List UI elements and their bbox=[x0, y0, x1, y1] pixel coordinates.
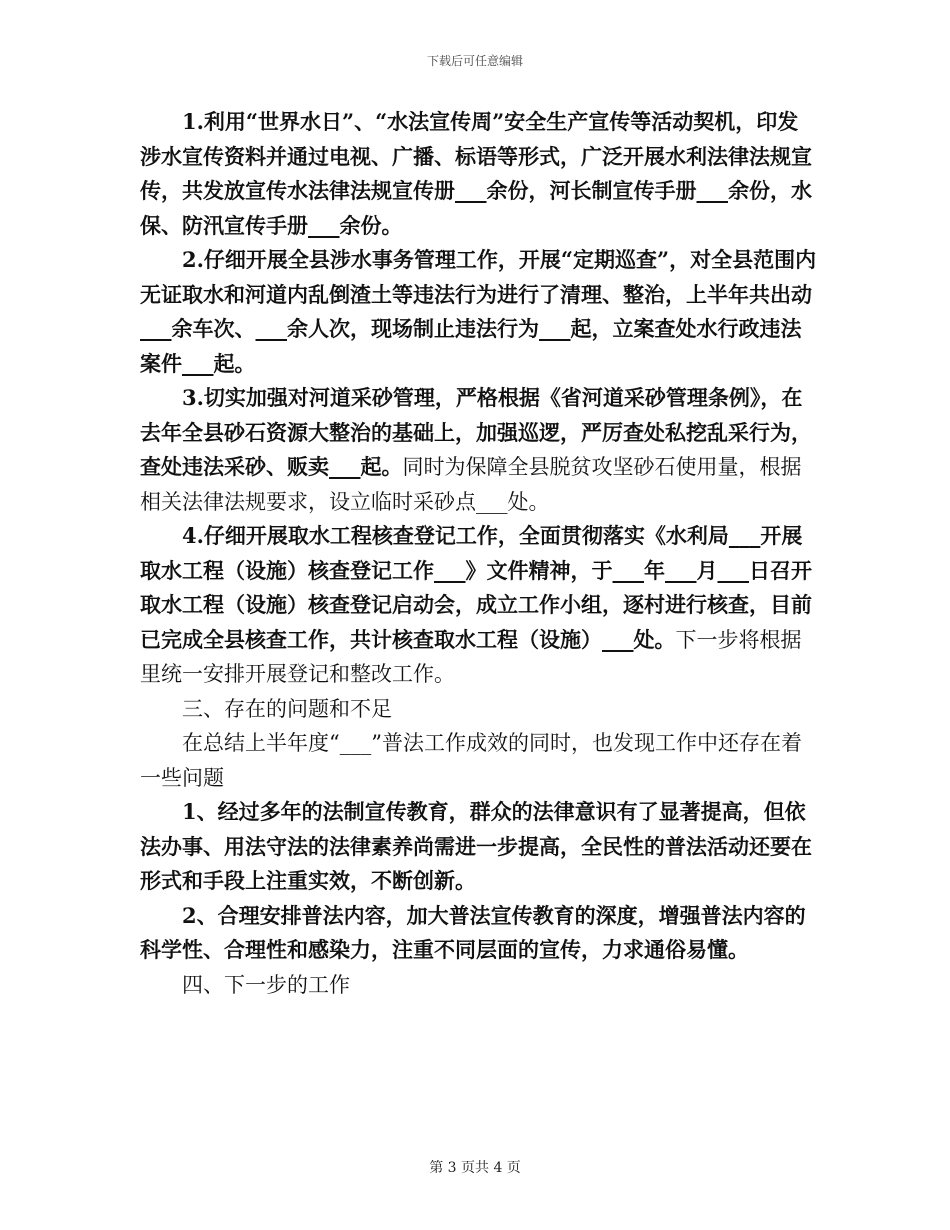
document-body bbox=[140, 105, 818, 1002]
page-footer: 第 3 页共 4 页 bbox=[429, 1160, 521, 1176]
paragraph-river-sand-mining-normal: 同时为保障全县脱贫攻坚砂石使用量，根据相关法律法规要求，设立临时采砂点___处。 bbox=[140, 455, 802, 514]
paragraph-water-intake-inspection-normal: 下一步将根据里统一安排开展登记和整改工作。 bbox=[140, 627, 802, 686]
paragraph-water-intake-inspection bbox=[140, 519, 818, 692]
paragraph-water-intake-inspection-bold: 4.仔细开展取水工程核查登记工作，全面贯彻落实《水利局___开展取水工程（设施）核查登记工作___》文件精神，于___年___月___日召开取水工程（设施）核查登记启动会，成立工作小组，逐村进行核查，目前已完成全县核查工作，共计核查取水工程（设施）___处。 bbox=[140, 523, 812, 652]
paragraph-river-sand-mining-bold: 3.切实加强对河道采砂管理，严格根据《省河道采砂管理条例》，在去年全县砂石资源大整治的基础上，加强巡逻，严厉查处私挖乱采行为，查处违法采砂、贩卖___起。 bbox=[140, 385, 812, 479]
section-heading-problems: 三、存在的问题和不足 bbox=[182, 696, 392, 721]
paragraph-water-law-publicity: 1.利用“世界水日”、“水法宣传周”安全生产宣传等活动契机，印发涉水宣传资料并通过电视、广播、标语等形式，广泛开展水利法律法规宣传，共发放宣传水法律法规宣传册___余份，河长制宣传手册___余份，水保、防汛宣传手册___余份。 bbox=[140, 109, 812, 238]
page-header: 下载后可任意编辑 bbox=[426, 54, 523, 68]
paragraph-water-affairs-management: 2.仔细开展全县涉水事务管理工作，开展“定期巡查”，对全县范围内无证取水和河道内乱倒渣土等违法行为进行了清理、整治，上半年共出动___余车次、___余人次，现场制止违法行为___起，立案查处水行政违法案件___起。 bbox=[140, 247, 817, 376]
paragraph-problem-2: 2、合理安排普法内容，加大普法宣传教育的深度，增强普法内容的科学性、合理性和感染力，注重不同层面的宣传，力求通俗易懂。 bbox=[140, 902, 806, 962]
paragraph-river-sand-mining bbox=[140, 381, 818, 519]
paragraph-problem-1: 1、经过多年的法制宣传教育，群众的法律意识有了显著提高，但依法办事、用法守法的法律素养尚需进一步提高，全民性的普法活动还要在形式和手段上注重实效，不断创新。 bbox=[140, 799, 812, 893]
paragraph-problems-intro: 在总结上半年度“___”普法工作成效的同时，也发现工作中还存在着一些问题 bbox=[140, 731, 802, 790]
section-heading-next-steps: 四、下一步的工作 bbox=[182, 972, 350, 997]
